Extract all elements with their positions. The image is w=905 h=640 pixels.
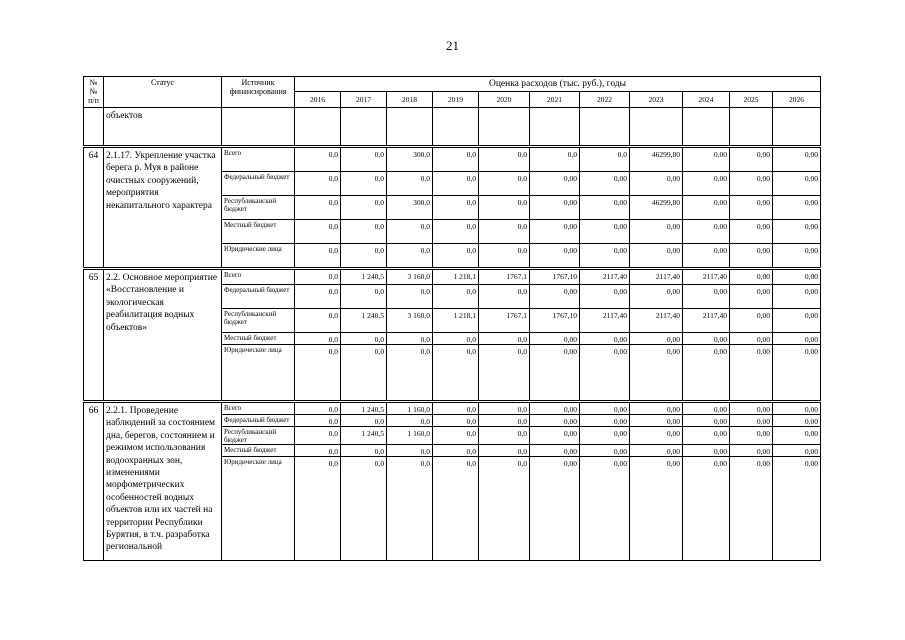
value-cell: 0,00 bbox=[730, 285, 773, 309]
value-cell: 0,0 bbox=[479, 403, 530, 415]
value-cell: 0,0 bbox=[341, 196, 387, 220]
value-cell: 0,00 bbox=[730, 345, 773, 401]
value-cell: 0,00 bbox=[683, 403, 730, 415]
empty-cell bbox=[730, 108, 773, 146]
value-cell: 0,00 bbox=[683, 244, 730, 268]
value-cell: 0,00 bbox=[530, 415, 580, 427]
year-header: 2017 bbox=[341, 92, 387, 108]
value-cell: 0,0 bbox=[479, 285, 530, 309]
value-cell: 0,0 bbox=[295, 196, 341, 220]
funding-source: Местный бюджет bbox=[222, 333, 295, 345]
value-cell: 0,0 bbox=[433, 403, 479, 415]
value-cell: 1767,1 bbox=[479, 309, 530, 333]
value-cell: 0,00 bbox=[683, 415, 730, 427]
header-row bbox=[84, 77, 821, 92]
value-cell: 0,00 bbox=[530, 427, 580, 445]
value-cell: 0,0 bbox=[295, 333, 341, 345]
value-cell: 0,00 bbox=[530, 457, 580, 561]
value-cell: 0,0 bbox=[433, 345, 479, 401]
funding-source: Всего bbox=[222, 403, 295, 415]
value-cell: 0,0 bbox=[479, 457, 530, 561]
value-cell: 0,0 bbox=[479, 172, 530, 196]
value-cell: 0,00 bbox=[630, 172, 683, 196]
value-cell: 2117,40 bbox=[683, 309, 730, 333]
value-cell: 46299,80 bbox=[630, 148, 683, 172]
value-cell: 1767,10 bbox=[530, 309, 580, 333]
value-cell: 0,00 bbox=[683, 172, 730, 196]
value-cell: 0,00 bbox=[530, 244, 580, 268]
value-cell: 0,0 bbox=[387, 333, 433, 345]
value-cell: 0,00 bbox=[730, 333, 773, 345]
funding-source: Республиканский бюджет bbox=[222, 427, 295, 445]
value-cell: 0,00 bbox=[530, 172, 580, 196]
value-cell: 2117,40 bbox=[683, 270, 730, 285]
value-cell: 0,00 bbox=[580, 333, 630, 345]
value-cell: 1767,1 bbox=[479, 270, 530, 285]
value-cell: 0,0 bbox=[433, 196, 479, 220]
value-cell: 0,0 bbox=[295, 148, 341, 172]
value-cell: 2117,40 bbox=[630, 270, 683, 285]
value-cell: 0,00 bbox=[630, 285, 683, 309]
value-cell: 0,0 bbox=[530, 148, 580, 172]
value-cell: 0,0 bbox=[387, 220, 433, 244]
value-cell: 0,0 bbox=[295, 457, 341, 561]
value-cell: 0,00 bbox=[773, 270, 821, 285]
continuation-row bbox=[84, 108, 821, 146]
continuation-source bbox=[222, 108, 295, 146]
value-cell: 0,0 bbox=[295, 244, 341, 268]
table-row bbox=[84, 270, 821, 285]
value-cell: 1767,10 bbox=[530, 270, 580, 285]
value-cell: 0,00 bbox=[630, 345, 683, 401]
value-cell: 0,0 bbox=[433, 220, 479, 244]
value-cell: 0,00 bbox=[580, 220, 630, 244]
funding-source: Всего bbox=[222, 148, 295, 172]
value-cell: 0,0 bbox=[295, 172, 341, 196]
value-cell: 0,0 bbox=[341, 457, 387, 561]
value-cell: 0,0 bbox=[580, 148, 630, 172]
value-cell: 2117,40 bbox=[630, 309, 683, 333]
empty-cell bbox=[387, 108, 433, 146]
value-cell: 0,0 bbox=[479, 220, 530, 244]
value-cell: 0,00 bbox=[683, 285, 730, 309]
value-cell: 0,00 bbox=[773, 148, 821, 172]
value-cell: 0,0 bbox=[479, 345, 530, 401]
value-cell: 0,0 bbox=[295, 220, 341, 244]
year-header: 2019 bbox=[433, 92, 479, 108]
value-cell: 0,00 bbox=[773, 196, 821, 220]
value-cell: 300,0 bbox=[387, 196, 433, 220]
value-cell: 0,0 bbox=[433, 415, 479, 427]
value-cell: 0,00 bbox=[730, 220, 773, 244]
value-cell: 0,00 bbox=[683, 427, 730, 445]
value-cell: 1 160,0 bbox=[387, 403, 433, 415]
value-cell: 0,00 bbox=[730, 270, 773, 285]
value-cell: 0,00 bbox=[683, 148, 730, 172]
value-cell: 3 160,0 bbox=[387, 309, 433, 333]
empty-cell bbox=[773, 108, 821, 146]
value-cell: 0,0 bbox=[341, 244, 387, 268]
value-cell: 0,00 bbox=[773, 244, 821, 268]
value-cell: 0,00 bbox=[730, 148, 773, 172]
value-cell: 0,0 bbox=[433, 244, 479, 268]
row-number: 66 bbox=[84, 403, 104, 561]
funding-source: Местный бюджет bbox=[222, 445, 295, 457]
value-cell: 0,0 bbox=[295, 415, 341, 427]
value-cell: 0,0 bbox=[341, 445, 387, 457]
table-body bbox=[84, 77, 821, 561]
status-cell: 2.2. Основное мероприятие «Восстановление и экологическая реабилитация водных объектов» bbox=[104, 270, 222, 401]
empty-cell bbox=[683, 108, 730, 146]
funding-source: Федеральный бюджет bbox=[222, 415, 295, 427]
year-header: 2025 bbox=[730, 92, 773, 108]
value-cell: 1 218,1 bbox=[433, 309, 479, 333]
funding-source: Республиканский бюджет bbox=[222, 309, 295, 333]
value-cell: 0,00 bbox=[730, 196, 773, 220]
value-cell: 0,0 bbox=[387, 457, 433, 561]
value-cell: 0,00 bbox=[580, 285, 630, 309]
value-cell: 0,0 bbox=[433, 457, 479, 561]
funding-source: Республиканский бюджет bbox=[222, 196, 295, 220]
funding-source: Местный бюджет bbox=[222, 220, 295, 244]
value-cell: 0,00 bbox=[730, 244, 773, 268]
funding-source: Юридические лица bbox=[222, 345, 295, 401]
value-cell: 0,0 bbox=[433, 148, 479, 172]
value-cell: 0,00 bbox=[773, 309, 821, 333]
value-cell: 0,00 bbox=[773, 220, 821, 244]
year-header: 2023 bbox=[630, 92, 683, 108]
continuation-num bbox=[84, 108, 104, 146]
value-cell: 0,0 bbox=[295, 345, 341, 401]
value-cell: 2117,40 bbox=[580, 270, 630, 285]
value-cell: 0,0 bbox=[387, 345, 433, 401]
value-cell: 0,00 bbox=[683, 333, 730, 345]
value-cell: 0,0 bbox=[341, 220, 387, 244]
value-cell: 0,00 bbox=[730, 457, 773, 561]
year-header: 2022 bbox=[580, 92, 630, 108]
value-cell: 0,0 bbox=[295, 285, 341, 309]
value-cell: 0,00 bbox=[630, 457, 683, 561]
value-cell: 0,0 bbox=[295, 403, 341, 415]
value-cell: 1 240,5 bbox=[341, 427, 387, 445]
value-cell: 0,0 bbox=[433, 445, 479, 457]
value-cell: 46299,80 bbox=[630, 196, 683, 220]
value-cell: 0,00 bbox=[773, 427, 821, 445]
value-cell: 0,0 bbox=[295, 445, 341, 457]
value-cell: 0,00 bbox=[730, 309, 773, 333]
value-cell: 0,0 bbox=[433, 285, 479, 309]
value-cell: 0,0 bbox=[295, 270, 341, 285]
empty-cell bbox=[479, 108, 530, 146]
value-cell: 0,00 bbox=[630, 445, 683, 457]
value-cell: 0,00 bbox=[580, 196, 630, 220]
value-cell: 0,0 bbox=[387, 285, 433, 309]
value-cell: 0,00 bbox=[630, 244, 683, 268]
value-cell: 0,00 bbox=[580, 345, 630, 401]
value-cell: 1 160,0 bbox=[387, 427, 433, 445]
value-cell: 0,00 bbox=[580, 403, 630, 415]
funding-source: Юридические лица bbox=[222, 457, 295, 561]
header-status: Статус bbox=[104, 77, 222, 108]
header-num: № № п/п bbox=[84, 77, 104, 108]
value-cell: 0,00 bbox=[730, 445, 773, 457]
value-cell: 0,00 bbox=[730, 403, 773, 415]
year-header: 2021 bbox=[530, 92, 580, 108]
value-cell: 0,00 bbox=[580, 457, 630, 561]
year-header: 2020 bbox=[479, 92, 530, 108]
value-cell: 0,0 bbox=[479, 244, 530, 268]
year-header: 2016 bbox=[295, 92, 341, 108]
value-cell: 0,00 bbox=[773, 403, 821, 415]
value-cell: 0,00 bbox=[580, 244, 630, 268]
year-header: 2026 bbox=[773, 92, 821, 108]
table-row bbox=[84, 403, 821, 415]
value-cell: 0,00 bbox=[683, 196, 730, 220]
page-number: 21 bbox=[446, 38, 459, 53]
value-cell: 0,00 bbox=[530, 196, 580, 220]
funding-source: Федеральный бюджет bbox=[222, 172, 295, 196]
status-cell: 2.1.17. Укрепление участка берега р. Муя в районе очистных сооружений, мероприятия некапитального характера bbox=[104, 148, 222, 268]
value-cell: 0,00 bbox=[630, 333, 683, 345]
value-cell: 0,0 bbox=[479, 196, 530, 220]
value-cell: 0,00 bbox=[530, 403, 580, 415]
value-cell: 0,00 bbox=[730, 172, 773, 196]
funding-source: Юридические лица bbox=[222, 244, 295, 268]
value-cell: 1 240,5 bbox=[341, 309, 387, 333]
empty-cell bbox=[433, 108, 479, 146]
value-cell: 300,0 bbox=[387, 148, 433, 172]
continuation-status: объектов bbox=[104, 108, 222, 146]
value-cell: 0,00 bbox=[730, 427, 773, 445]
value-cell: 0,0 bbox=[387, 172, 433, 196]
value-cell: 0,00 bbox=[773, 415, 821, 427]
value-cell: 0,00 bbox=[530, 285, 580, 309]
value-cell: 0,0 bbox=[433, 427, 479, 445]
empty-cell bbox=[530, 108, 580, 146]
value-cell: 0,0 bbox=[295, 427, 341, 445]
value-cell: 0,00 bbox=[630, 415, 683, 427]
value-cell: 0,00 bbox=[580, 172, 630, 196]
header-estimate: Оценка расходов (тыс. руб.), годы bbox=[295, 77, 821, 92]
value-cell: 1 240,5 bbox=[341, 403, 387, 415]
value-cell: 0,0 bbox=[433, 333, 479, 345]
value-cell: 0,00 bbox=[630, 220, 683, 244]
value-cell: 0,0 bbox=[479, 148, 530, 172]
table-row bbox=[84, 148, 821, 172]
value-cell: 0,00 bbox=[580, 427, 630, 445]
value-cell: 0,00 bbox=[683, 345, 730, 401]
value-cell: 0,0 bbox=[341, 333, 387, 345]
value-cell: 0,0 bbox=[433, 172, 479, 196]
value-cell: 0,0 bbox=[295, 309, 341, 333]
value-cell: 0,0 bbox=[387, 415, 433, 427]
value-cell: 0,00 bbox=[773, 172, 821, 196]
value-cell: 3 160,0 bbox=[387, 270, 433, 285]
value-cell: 0,00 bbox=[730, 415, 773, 427]
value-cell: 0,00 bbox=[580, 415, 630, 427]
value-cell: 0,0 bbox=[479, 415, 530, 427]
value-cell: 0,0 bbox=[479, 427, 530, 445]
year-header: 2024 bbox=[683, 92, 730, 108]
value-cell: 0,00 bbox=[630, 427, 683, 445]
value-cell: 0,00 bbox=[530, 345, 580, 401]
value-cell: 0,00 bbox=[530, 220, 580, 244]
funding-source: Федеральный бюджет bbox=[222, 285, 295, 309]
value-cell: 0,0 bbox=[479, 445, 530, 457]
empty-cell bbox=[580, 108, 630, 146]
value-cell: 1 218,1 bbox=[433, 270, 479, 285]
value-cell: 0,00 bbox=[630, 403, 683, 415]
empty-cell bbox=[295, 108, 341, 146]
value-cell: 0,0 bbox=[341, 345, 387, 401]
value-cell: 0,0 bbox=[387, 244, 433, 268]
value-cell: 0,00 bbox=[683, 445, 730, 457]
value-cell: 0,0 bbox=[341, 285, 387, 309]
value-cell: 0,00 bbox=[773, 285, 821, 309]
budget-table bbox=[83, 76, 821, 561]
value-cell: 0,0 bbox=[479, 333, 530, 345]
value-cell: 0,0 bbox=[341, 148, 387, 172]
value-cell: 0,0 bbox=[341, 172, 387, 196]
value-cell: 0,0 bbox=[341, 415, 387, 427]
empty-cell bbox=[341, 108, 387, 146]
value-cell: 0,00 bbox=[683, 457, 730, 561]
year-header: 2018 bbox=[387, 92, 433, 108]
value-cell: 0,00 bbox=[580, 445, 630, 457]
value-cell: 0,00 bbox=[530, 445, 580, 457]
value-cell: 0,0 bbox=[387, 445, 433, 457]
value-cell: 1 240,5 bbox=[341, 270, 387, 285]
value-cell: 0,00 bbox=[773, 457, 821, 561]
value-cell: 2117,40 bbox=[580, 309, 630, 333]
row-number: 64 bbox=[84, 148, 104, 268]
value-cell: 0,00 bbox=[530, 333, 580, 345]
status-cell: 2.2.1. Проведение наблюдений за состоянием дна, берегов, состоянием и режимом использования водоохранных зон, изменениями морфометрических особенностей водных объектов или их частей на территории Республики Бурятия, в т.ч. разработка региональной bbox=[104, 403, 222, 561]
value-cell: 0,00 bbox=[773, 345, 821, 401]
empty-cell bbox=[630, 108, 683, 146]
value-cell: 0,00 bbox=[773, 333, 821, 345]
row-number: 65 bbox=[84, 270, 104, 401]
funding-source: Всего bbox=[222, 270, 295, 285]
value-cell: 0,00 bbox=[683, 220, 730, 244]
header-source: Источник финансирования bbox=[222, 77, 295, 108]
value-cell: 0,00 bbox=[773, 445, 821, 457]
